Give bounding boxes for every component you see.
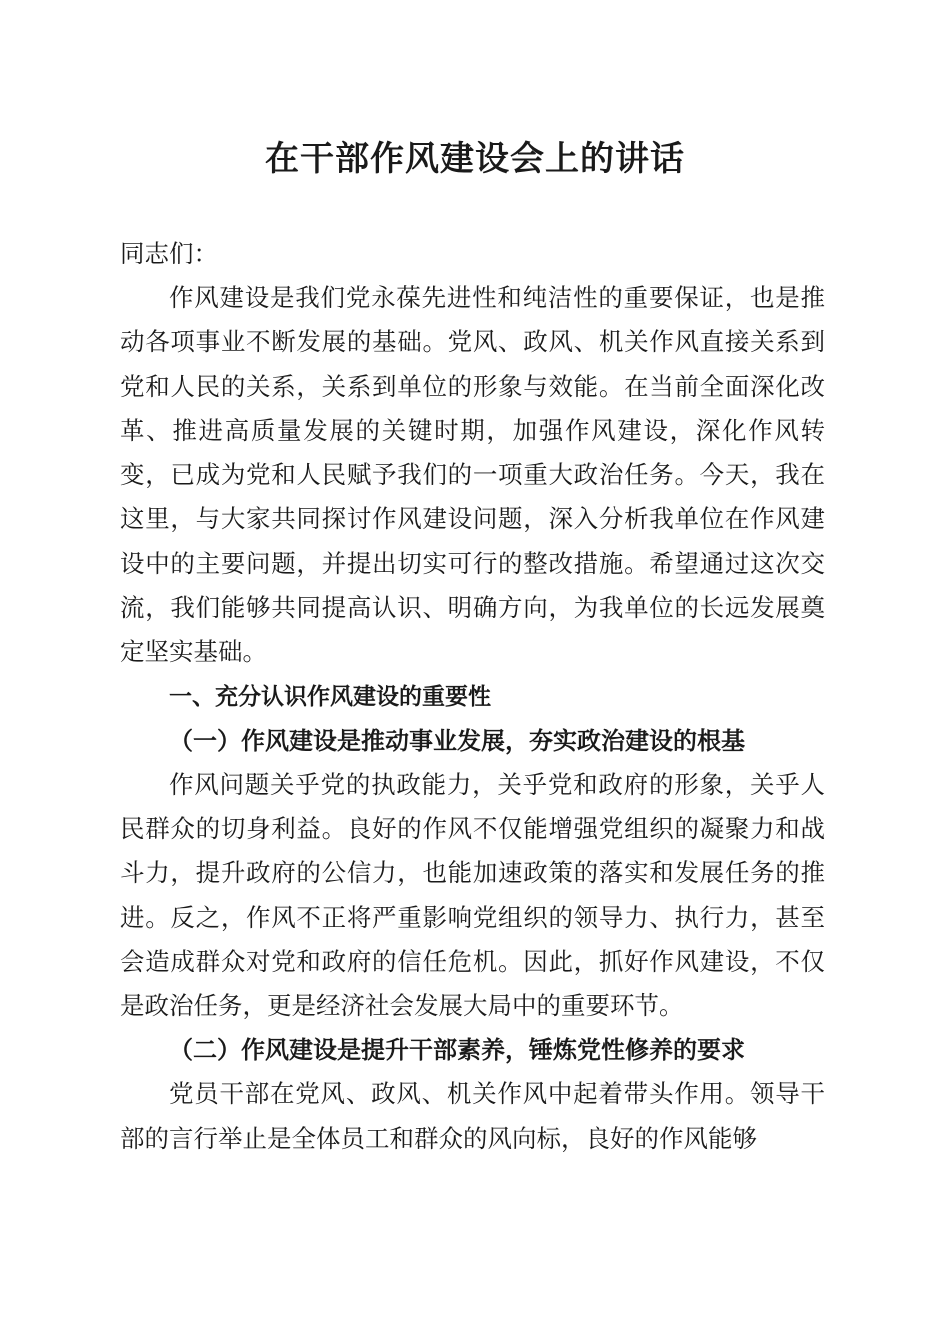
subsection-heading-2: （二）作风建设是提升干部素养，锤炼党性修养的要求 [169,1035,745,1065]
section-heading: 一、充分认识作风建设的重要性 [169,683,491,710]
subsection-paragraph-2: 党员干部在党风、政风、机关作风中起着带头作用。领导干部的言行举止是全体员工和群众的风向标，良好的作风能够 [120,1079,825,1153]
salutation: 同志们： [120,239,218,268]
subsection-paragraph-1: 作风问题关乎党的执政能力，关乎党和政府的形象，关乎人民群众的切身利益。良好的作风不仅能增强党组织的凝聚力和战斗力，提升政府的公信力，也能加速政策的落实和发展任务的推进。反之，作风不正将严重影响党组织的领导力、执行力，甚至会造成群众对党和政府的信任危机。因此，抓好作风建设，不仅是政治任务，更是经济社会发展大局中的重要环节。 [120,769,825,1021]
document-body [120,232,825,1161]
document-title: 在干部作风建设会上的讲话 [265,139,685,179]
subsection-heading-1: （一）作风建设是推动事业发展，夯实政治建设的根基 [169,725,745,755]
intro-paragraph: 作风建设是我们党永葆先进性和纯洁性的重要保证，也是推动各项事业不断发展的基础。党风、政风、机关作风直接关系到党和人民的关系，关系到单位的形象与效能。在当前全面深化改革、推进高质量发展的关键时期，加强作风建设，深化作风转变，已成为党和人民赋予我们的一项重大政治任务。今天，我在这里，与大家共同探讨作风建设问题，深入分析我单位在作风建设中的主要问题，并提出切实可行的整改措施。希望通过这次交流，我们能够共同提高认识、明确方向，为我单位的长远发展奠定坚实基础。 [120,283,825,667]
